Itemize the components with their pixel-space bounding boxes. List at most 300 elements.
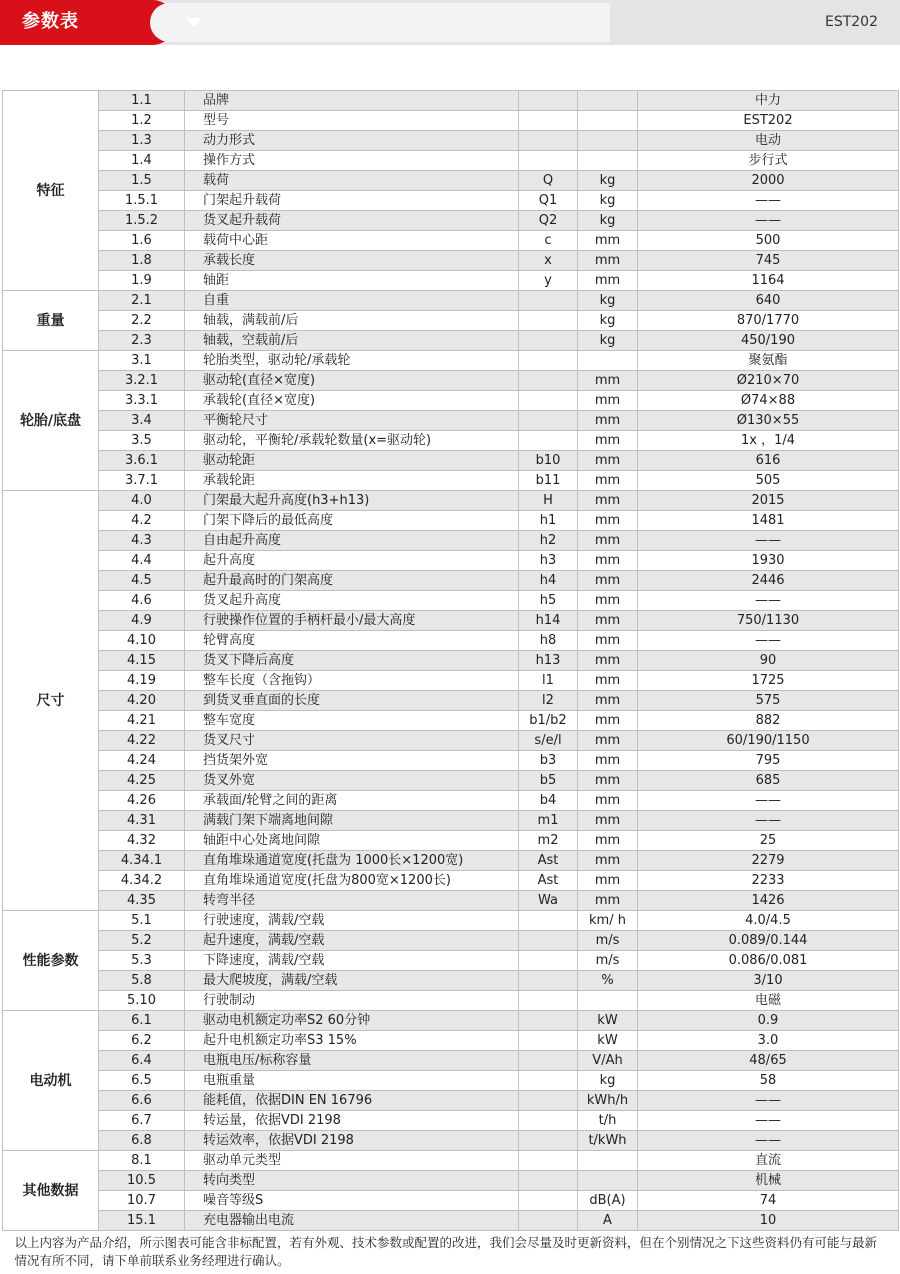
spec-number: 4.2 (99, 511, 185, 531)
section-label: 其他数据 (3, 1151, 99, 1231)
spec-symbol: H (519, 491, 578, 511)
spec-number: 4.25 (99, 771, 185, 791)
spec-symbol: b3 (519, 751, 578, 771)
spec-symbol: y (519, 271, 578, 291)
spec-number: 3.2.1 (99, 371, 185, 391)
spec-symbol (519, 1031, 578, 1051)
spec-unit: mm (578, 531, 638, 551)
spec-number: 1.5.1 (99, 191, 185, 211)
spec-number: 1.5.2 (99, 211, 185, 231)
spec-value: 直流 (638, 1151, 899, 1171)
spec-unit: mm (578, 251, 638, 271)
table-row (3, 411, 899, 431)
table-row (3, 1071, 899, 1091)
table-row (3, 751, 899, 771)
spec-value: —— (638, 531, 899, 551)
spec-unit: mm (578, 571, 638, 591)
spec-unit: mm (578, 671, 638, 691)
spec-name: 直角堆垛通道宽度(托盘为 1000长×1200宽) (185, 851, 519, 871)
spec-value: 60/190/1150 (638, 731, 899, 751)
spec-symbol (519, 331, 578, 351)
spec-value: 575 (638, 691, 899, 711)
spec-name: 整车宽度 (185, 711, 519, 731)
spec-name: 轴载，空载前/后 (185, 331, 519, 351)
spec-symbol: b10 (519, 451, 578, 471)
spec-symbol (519, 91, 578, 111)
table-row (3, 371, 899, 391)
spec-name: 驱动单元类型 (185, 1151, 519, 1171)
spec-name: 承载长度 (185, 251, 519, 271)
spec-symbol: b5 (519, 771, 578, 791)
spec-number: 4.35 (99, 891, 185, 911)
table-row (3, 1131, 899, 1151)
spec-value: —— (638, 1091, 899, 1111)
spec-value: 90 (638, 651, 899, 671)
section-label: 尺寸 (3, 491, 99, 911)
spec-symbol: h14 (519, 611, 578, 631)
spec-name: 货叉外宽 (185, 771, 519, 791)
spec-name: 操作方式 (185, 151, 519, 171)
spec-name: 货叉下降后高度 (185, 651, 519, 671)
table-row (3, 831, 899, 851)
spec-unit: mm (578, 691, 638, 711)
spec-unit: mm (578, 731, 638, 751)
spec-symbol: h13 (519, 651, 578, 671)
spec-symbol: h2 (519, 531, 578, 551)
spec-unit (578, 151, 638, 171)
spec-unit (578, 91, 638, 111)
spec-unit (578, 1151, 638, 1171)
spec-number: 10.7 (99, 1191, 185, 1211)
spec-value: 0.9 (638, 1011, 899, 1031)
spec-name: 货叉尺寸 (185, 731, 519, 751)
table-row (3, 271, 899, 291)
spec-value: 1x ，1/4 (638, 431, 899, 451)
table-row (3, 1031, 899, 1051)
spec-value: EST202 (638, 111, 899, 131)
spec-symbol: h1 (519, 511, 578, 531)
spec-number: 4.9 (99, 611, 185, 631)
spec-symbol: m2 (519, 831, 578, 851)
spec-value: 电动 (638, 131, 899, 151)
spec-symbol (519, 391, 578, 411)
spec-value: 795 (638, 751, 899, 771)
spec-name: 行驶制动 (185, 991, 519, 1011)
spec-name: 承载轮(直径×宽度) (185, 391, 519, 411)
spec-number: 2.2 (99, 311, 185, 331)
spec-number: 6.8 (99, 1131, 185, 1151)
table-row (3, 631, 899, 651)
spec-unit: mm (578, 271, 638, 291)
spec-number: 6.7 (99, 1111, 185, 1131)
spec-unit: kg (578, 191, 638, 211)
spec-value: 450/190 (638, 331, 899, 351)
spec-name: 下降速度，满载/空载 (185, 951, 519, 971)
spec-number: 3.6.1 (99, 451, 185, 471)
spec-number: 4.19 (99, 671, 185, 691)
table-row (3, 351, 899, 371)
spec-symbol (519, 431, 578, 451)
table-row (3, 1011, 899, 1031)
spec-number: 8.1 (99, 1151, 185, 1171)
spec-name: 货叉起升载荷 (185, 211, 519, 231)
spec-unit: kg (578, 1071, 638, 1091)
spec-unit (578, 1171, 638, 1191)
spec-name: 起升速度，满载/空载 (185, 931, 519, 951)
spec-name: 充电器输出电流 (185, 1211, 519, 1231)
table-row (3, 291, 899, 311)
spec-number: 1.2 (99, 111, 185, 131)
spec-name: 噪音等级S (185, 1191, 519, 1211)
spec-symbol: h5 (519, 591, 578, 611)
table-row (3, 91, 899, 111)
spec-value: 3.0 (638, 1031, 899, 1051)
spec-number: 15.1 (99, 1211, 185, 1231)
spec-number: 4.31 (99, 811, 185, 831)
spec-number: 3.4 (99, 411, 185, 431)
table-row (3, 111, 899, 131)
spec-name: 最大爬坡度，满载/空载 (185, 971, 519, 991)
spec-symbol (519, 1091, 578, 1111)
spec-number: 4.6 (99, 591, 185, 611)
table-row (3, 971, 899, 991)
spec-value: 745 (638, 251, 899, 271)
spec-value: —— (638, 1111, 899, 1131)
spec-number: 2.3 (99, 331, 185, 351)
spec-symbol (519, 911, 578, 931)
table-row (3, 1111, 899, 1131)
spec-unit: mm (578, 511, 638, 531)
spec-number: 3.5 (99, 431, 185, 451)
table-row (3, 651, 899, 671)
spec-table (2, 90, 899, 1274)
spec-name: 电瓶电压/标称容量 (185, 1051, 519, 1071)
table-row (3, 431, 899, 451)
spec-value: 74 (638, 1191, 899, 1211)
spec-name: 门架最大起升高度(h3+h13) (185, 491, 519, 511)
spec-name: 能耗值，依据DIN EN 16796 (185, 1091, 519, 1111)
spec-unit: mm (578, 491, 638, 511)
spec-value: 2000 (638, 171, 899, 191)
spec-unit (578, 111, 638, 131)
spec-symbol (519, 931, 578, 951)
table-row (3, 771, 899, 791)
spec-unit: mm (578, 631, 638, 651)
spec-unit: mm (578, 231, 638, 251)
spec-value: —— (638, 811, 899, 831)
table-row (3, 311, 899, 331)
spec-value: 4.0/4.5 (638, 911, 899, 931)
spec-name: 品牌 (185, 91, 519, 111)
spec-unit: mm (578, 811, 638, 831)
spec-number: 2.1 (99, 291, 185, 311)
spec-symbol: l2 (519, 691, 578, 711)
spec-value: 2279 (638, 851, 899, 871)
spec-unit (578, 991, 638, 1011)
table-row (3, 151, 899, 171)
spec-name: 货叉起升高度 (185, 591, 519, 611)
spec-name: 转向类型 (185, 1171, 519, 1191)
spec-unit: kg (578, 171, 638, 191)
spec-unit: kW (578, 1011, 638, 1031)
spec-symbol: c (519, 231, 578, 251)
spec-name: 转运效率，依据VDI 2198 (185, 1131, 519, 1151)
spec-value: —— (638, 631, 899, 651)
spec-number: 6.5 (99, 1071, 185, 1091)
table-row (3, 491, 899, 511)
spec-number: 4.15 (99, 651, 185, 671)
spec-symbol: x (519, 251, 578, 271)
spec-value: 58 (638, 1071, 899, 1091)
spec-value: 0.086/0.081 (638, 951, 899, 971)
spec-number: 1.5 (99, 171, 185, 191)
spec-number: 1.1 (99, 91, 185, 111)
table-row (3, 1051, 899, 1071)
spec-value: 10 (638, 1211, 899, 1231)
table-row (3, 211, 899, 231)
table-row (3, 871, 899, 891)
spec-name: 整车长度（含拖钩） (185, 671, 519, 691)
spec-number: 4.0 (99, 491, 185, 511)
table-row (3, 571, 899, 591)
table-row (3, 391, 899, 411)
spec-value: 882 (638, 711, 899, 731)
spec-number: 4.32 (99, 831, 185, 851)
spec-unit: kg (578, 291, 638, 311)
header-dropdown-tab[interactable] (150, 3, 610, 42)
spec-value: 0.089/0.144 (638, 931, 899, 951)
spec-symbol (519, 311, 578, 331)
spec-unit: mm (578, 371, 638, 391)
spec-name: 挡货架外宽 (185, 751, 519, 771)
spec-number: 1.6 (99, 231, 185, 251)
spec-symbol (519, 151, 578, 171)
spec-value: 步行式 (638, 151, 899, 171)
spec-symbol: Ast (519, 871, 578, 891)
spec-symbol: s/e/l (519, 731, 578, 751)
table-row (3, 591, 899, 611)
spec-symbol (519, 291, 578, 311)
table-row (3, 951, 899, 971)
spec-unit: mm (578, 451, 638, 471)
spec-name: 起升电机额定功率S3 15% (185, 1031, 519, 1051)
spec-number: 3.1 (99, 351, 185, 371)
footnote: 以上内容为产品介绍，所示图表可能含非标配置，若有外观、技术参数或配置的改进，我们会尽量及时更新资料，但在个别情况之下这些资料仍有可能与最新情况有所不同，请下单前联系业务经理进行确认。 (3, 1231, 899, 1274)
spec-number: 5.3 (99, 951, 185, 971)
table-row (3, 131, 899, 151)
spec-unit: V/Ah (578, 1051, 638, 1071)
table-row (3, 691, 899, 711)
spec-unit: m/s (578, 931, 638, 951)
spec-number: 1.3 (99, 131, 185, 151)
spec-symbol (519, 1111, 578, 1131)
table-row (3, 551, 899, 571)
table-row (3, 851, 899, 871)
spec-value: Ø74×88 (638, 391, 899, 411)
spec-unit: dB(A) (578, 1191, 638, 1211)
table-row (3, 1091, 899, 1111)
spec-symbol: h3 (519, 551, 578, 571)
spec-name: 转运量，依据VDI 2198 (185, 1111, 519, 1131)
spec-value: 616 (638, 451, 899, 471)
spec-unit: t/h (578, 1111, 638, 1131)
spec-unit (578, 351, 638, 371)
table-row (3, 251, 899, 271)
spec-unit (578, 131, 638, 151)
spec-unit: kg (578, 311, 638, 331)
spec-symbol (519, 1071, 578, 1091)
spec-unit: mm (578, 851, 638, 871)
table-row (3, 231, 899, 251)
spec-symbol: Q (519, 171, 578, 191)
spec-name: 驱动轮，平衡轮/承载轮数量(x=驱动轮) (185, 431, 519, 451)
spec-name: 轴距中心处离地间隙 (185, 831, 519, 851)
spec-unit: mm (578, 551, 638, 571)
spec-value: 500 (638, 231, 899, 251)
spec-unit: mm (578, 651, 638, 671)
spec-value: 3/10 (638, 971, 899, 991)
spec-value: 2446 (638, 571, 899, 591)
spec-unit: kW (578, 1031, 638, 1051)
spec-symbol (519, 1011, 578, 1031)
spec-unit: km/ h (578, 911, 638, 931)
spec-number: 4.3 (99, 531, 185, 551)
section-label: 重量 (3, 291, 99, 351)
spec-number: 6.2 (99, 1031, 185, 1051)
table-row (3, 711, 899, 731)
spec-symbol (519, 991, 578, 1011)
spec-unit: mm (578, 891, 638, 911)
spec-value: 1426 (638, 891, 899, 911)
spec-symbol: Ast (519, 851, 578, 871)
section-label: 特征 (3, 91, 99, 291)
spec-symbol (519, 131, 578, 151)
spec-unit: % (578, 971, 638, 991)
spec-name: 门架下降后的最低高度 (185, 511, 519, 531)
spec-name: 门架起升载荷 (185, 191, 519, 211)
spec-symbol: h8 (519, 631, 578, 651)
spec-symbol: m1 (519, 811, 578, 831)
spec-unit: mm (578, 711, 638, 731)
spec-symbol: Q2 (519, 211, 578, 231)
spec-value: 1725 (638, 671, 899, 691)
table-row (3, 471, 899, 491)
spec-number: 4.21 (99, 711, 185, 731)
spec-symbol: b4 (519, 791, 578, 811)
spec-name: 平衡轮尺寸 (185, 411, 519, 431)
table-row (3, 171, 899, 191)
spec-symbol (519, 1051, 578, 1071)
spec-value: 870/1770 (638, 311, 899, 331)
table-row (3, 531, 899, 551)
spec-number: 4.4 (99, 551, 185, 571)
spec-value: 2015 (638, 491, 899, 511)
spec-value: 1481 (638, 511, 899, 531)
spec-value: 1164 (638, 271, 899, 291)
spec-symbol (519, 371, 578, 391)
spec-value: 2233 (638, 871, 899, 891)
spec-symbol: b11 (519, 471, 578, 491)
spec-value: 1930 (638, 551, 899, 571)
spec-name: 轴载，满载前/后 (185, 311, 519, 331)
spec-number: 4.20 (99, 691, 185, 711)
spec-symbol: Wa (519, 891, 578, 911)
spec-number: 5.8 (99, 971, 185, 991)
spec-number: 4.34.1 (99, 851, 185, 871)
spec-number: 4.10 (99, 631, 185, 651)
spec-value: 685 (638, 771, 899, 791)
spec-unit: mm (578, 431, 638, 451)
table-row (3, 791, 899, 811)
model-label: EST202 (825, 0, 878, 45)
table-row (3, 611, 899, 631)
spec-name: 承载轮距 (185, 471, 519, 491)
spec-name: 载荷 (185, 171, 519, 191)
spec-name: 行驶速度，满载/空载 (185, 911, 519, 931)
section-label: 性能参数 (3, 911, 99, 1011)
spec-name: 行驶操作位置的手柄杆最小/最大高度 (185, 611, 519, 631)
spec-symbol (519, 951, 578, 971)
spec-number: 1.9 (99, 271, 185, 291)
spec-name: 自重 (185, 291, 519, 311)
spec-name: 转弯半径 (185, 891, 519, 911)
spec-value: 48/65 (638, 1051, 899, 1071)
spec-unit: mm (578, 791, 638, 811)
spec-name: 起升最高时的门架高度 (185, 571, 519, 591)
spec-unit: m/s (578, 951, 638, 971)
spec-number: 1.8 (99, 251, 185, 271)
spec-unit: mm (578, 591, 638, 611)
spec-name: 驱动轮距 (185, 451, 519, 471)
spec-unit: kg (578, 331, 638, 351)
section-label: 轮胎/底盘 (3, 351, 99, 491)
spec-unit: t/kWh (578, 1131, 638, 1151)
spec-name: 轮臂高度 (185, 631, 519, 651)
spec-symbol: Q1 (519, 191, 578, 211)
chevron-down-icon[interactable] (186, 18, 202, 27)
spec-table-body (3, 91, 899, 1274)
table-row (3, 731, 899, 751)
spec-value: —— (638, 191, 899, 211)
table-row (3, 891, 899, 911)
spec-unit: kg (578, 211, 638, 231)
spec-value: 聚氨酯 (638, 351, 899, 371)
spec-symbol (519, 1131, 578, 1151)
spec-name: 自由起升高度 (185, 531, 519, 551)
spec-symbol (519, 351, 578, 371)
spec-number: 5.2 (99, 931, 185, 951)
spec-name: 轮胎类型，驱动轮/承载轮 (185, 351, 519, 371)
spec-value: 机械 (638, 1171, 899, 1191)
spec-number: 4.5 (99, 571, 185, 591)
table-row (3, 1171, 899, 1191)
spec-number: 5.10 (99, 991, 185, 1011)
spec-value: —— (638, 591, 899, 611)
spec-number: 5.1 (99, 911, 185, 931)
spec-number: 4.22 (99, 731, 185, 751)
spec-number: 3.3.1 (99, 391, 185, 411)
spec-value: —— (638, 211, 899, 231)
table-row (3, 1211, 899, 1231)
spec-name: 到货叉垂直面的长度 (185, 691, 519, 711)
spec-symbol (519, 971, 578, 991)
table-row (3, 1191, 899, 1211)
spec-number: 6.1 (99, 1011, 185, 1031)
spec-number: 3.7.1 (99, 471, 185, 491)
spec-number: 4.24 (99, 751, 185, 771)
spec-symbol (519, 111, 578, 131)
spec-unit: mm (578, 611, 638, 631)
